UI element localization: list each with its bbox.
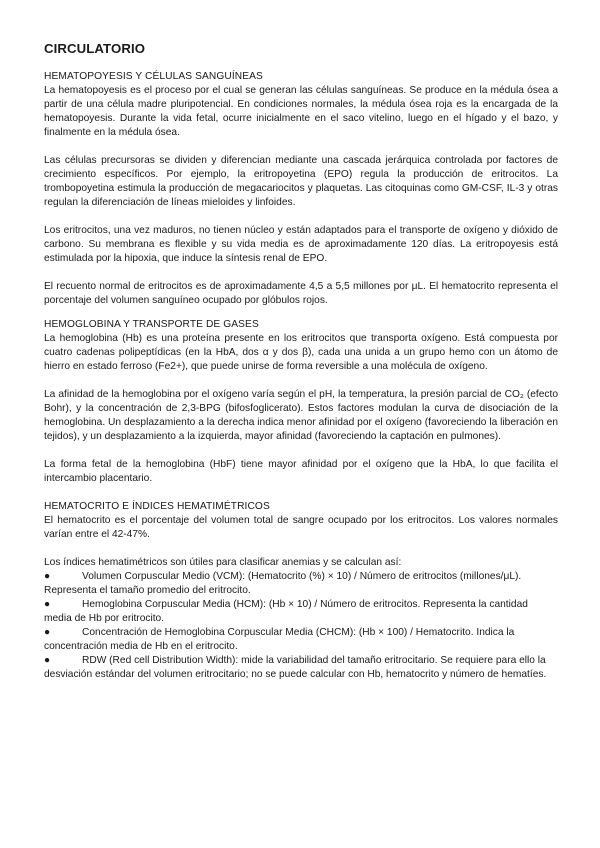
paragraph: El recuento normal de eritrocitos es de aproximadamente 4,5 a 5,5 millones por μL. El hematocrito representa el porcentaje del volumen sanguíneo ocupado por glóbulos rojos. bbox=[44, 281, 558, 306]
bullet-icon: ● bbox=[44, 655, 51, 666]
paragraph: La hematopoyesis es el proceso por el cual se generan las células sanguíneas. Se produce en la médula ósea a partir de una célula madre pluripotencial. En condiciones normales, la médula ósea roja es la encargada de la hematopoyesis. Durante la vida fetal, ocurre inicialmente en el saco vitelino, luego en el hígado y el bazo, y finalmente en la médula ósea. bbox=[44, 85, 558, 138]
paragraph: La forma fetal de la hemoglobina (HbF) tiene mayor afinidad por el oxígeno que la HbA, lo que facilita el intercambio placentario. bbox=[44, 459, 558, 484]
section-hematocrito bbox=[44, 500, 558, 682]
bullet-icon: ● bbox=[44, 627, 51, 638]
bullet-icon: ● bbox=[44, 599, 51, 610]
section-hemoglobina bbox=[44, 318, 558, 486]
list-item bbox=[44, 626, 558, 654]
document-page bbox=[44, 41, 558, 682]
paragraph: La hemoglobina (Hb) es una proteína presente en los eritrocitos que transporta oxígeno. Está compuesta por cuatro cadenas polipeptídicas (en la HbA, dos α y dos β), cada una unida a un grupo hemo con un átomo de hierro en estado ferroso (Fe2+), que puede unirse de forma reversible a una molécula de oxígeno. bbox=[44, 333, 558, 372]
list-item-text: Concentración de Hemoglobina Corpuscular Media (CHCM): (Hb × 100) / Hematocrito. Indica la concentración media de Hb en el eritrocito. bbox=[44, 627, 515, 652]
paragraph: La afinidad de la hemoglobina por el oxígeno varía según el pH, la temperatura, la presión parcial de CO₂ (efecto Bohr), y la concentración de 2,3-BPG (bifosfoglicerato). Estos factores modulan la curva de disociación de la hemoglobina. Un desplazamiento a la derecha indica menor afinidad por el oxígeno (favoreciendo la liberación en tejidos), y un desplazamiento a la izquierda, mayor afinidad (favoreciendo la captación en pulmones). bbox=[44, 389, 558, 442]
paragraph: El hematocrito es el porcentaje del volumen total de sangre ocupado por los eritrocitos. Los valores normales varían entre el 42-47%. bbox=[44, 515, 558, 540]
section-heading: HEMATOPOYESIS Y CÉLULAS SANGUÍNEAS bbox=[44, 71, 263, 82]
paragraph: Los índices hematimétricos son útiles para clasificar anemias y se calculan así: bbox=[44, 557, 402, 568]
section-hematopoyesis bbox=[44, 70, 558, 308]
section-heading: HEMOGLOBINA Y TRANSPORTE DE GASES bbox=[44, 319, 259, 330]
bullet-icon: ● bbox=[44, 571, 51, 582]
paragraph: Los eritrocitos, una vez maduros, no tienen núcleo y están adaptados para el transporte de oxígeno y dióxido de carbono. Su membrana es flexible y su vida media es de aproximadamente 120 días. La eritropoyesis está estimulada por la hipoxia, que induce la síntesis renal de EPO. bbox=[44, 225, 558, 264]
list-item bbox=[44, 570, 558, 598]
document-title: CIRCULATORIO bbox=[44, 41, 146, 56]
list-item-text: Hemoglobina Corpuscular Media (HCM): (Hb × 10) / Número de eritrocitos. Representa la cantidad media de Hb por eritrocito. bbox=[44, 599, 528, 624]
list-item bbox=[44, 654, 558, 682]
paragraph: Las células precursoras se dividen y diferencian mediante una cascada jerárquica controlada por factores de crecimiento específicos. Por ejemplo, la eritropoyetina (EPO) regula la producción de eritrocitos. La trombopoyetina estimula la producción de megacariocitos y plaquetas. Las citoquinas como GM-CSF, IL-3 y otras regulan la diferenciación de líneas mieloides y linfoides. bbox=[44, 155, 558, 208]
list-item-text: Volumen Corpuscular Medio (VCM): (Hematocrito (%) × 10) / Número de eritrocitos (millones/μL). Representa el tamaño promedio del eritrocito. bbox=[44, 571, 522, 596]
bullet-list bbox=[44, 570, 558, 682]
section-heading: HEMATOCRITO E ÍNDICES HEMATIMÉTRICOS bbox=[44, 501, 270, 512]
list-item-text: RDW (Red cell Distribution Width): mide la variabilidad del tamaño eritrocitario. Se requiere para ello la desviación estándar del volumen eritrocitario; no se puede calcular con Hb, hematocrito y número de hematíes. bbox=[44, 655, 547, 680]
list-item bbox=[44, 598, 558, 626]
